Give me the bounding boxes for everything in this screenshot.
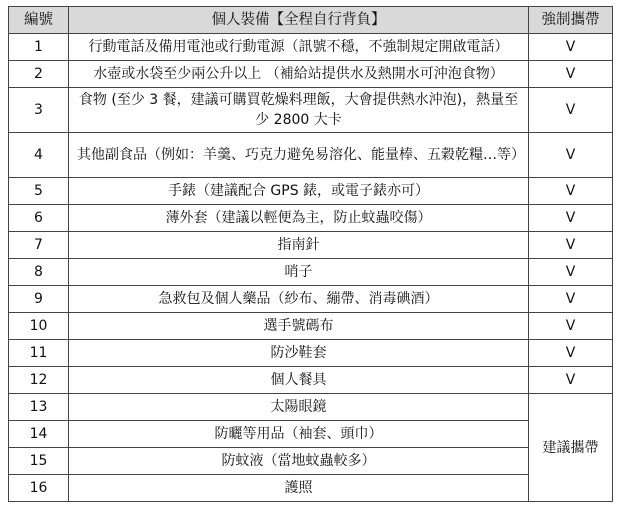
- table-row: [9, 133, 613, 178]
- row-required-mark: V: [529, 178, 613, 205]
- row-item: 防沙鞋套: [69, 340, 529, 367]
- table-row: [9, 475, 613, 502]
- row-number: 4: [9, 133, 69, 178]
- row-item: 個人餐具: [69, 367, 529, 394]
- table-header-row: [9, 7, 613, 34]
- row-number: 13: [9, 394, 69, 421]
- table-row: [9, 367, 613, 394]
- header-number: 編號: [9, 7, 69, 34]
- row-item: 水壺或水袋至少兩公升以上 （補給站提供水及熱開水可沖泡食物）: [69, 61, 529, 88]
- equipment-table: [8, 6, 613, 502]
- table-row: [9, 205, 613, 232]
- row-required-mark: V: [529, 313, 613, 340]
- table-row: [9, 232, 613, 259]
- row-required-mark: V: [529, 259, 613, 286]
- row-number: 14: [9, 421, 69, 448]
- table-row: [9, 34, 613, 61]
- row-number: 7: [9, 232, 69, 259]
- row-required-mark: V: [529, 205, 613, 232]
- table-row: [9, 88, 613, 133]
- row-number: 9: [9, 286, 69, 313]
- row-number: 11: [9, 340, 69, 367]
- header-item: 個人裝備【全程自行背負】: [69, 7, 529, 34]
- table-row: [9, 448, 613, 475]
- row-item: 薄外套（建議以輕便為主，防止蚊蟲咬傷）: [69, 205, 529, 232]
- table-row: [9, 340, 613, 367]
- header-required: 強制攜帶: [529, 7, 613, 34]
- row-required-mark: V: [529, 232, 613, 259]
- row-item: 護照: [69, 475, 529, 502]
- row-required-mark: V: [529, 340, 613, 367]
- table-row: [9, 61, 613, 88]
- table-row: [9, 259, 613, 286]
- row-item: 防曬等用品（袖套、頭巾）: [69, 421, 529, 448]
- table-row: [9, 421, 613, 448]
- table-row: [9, 313, 613, 340]
- row-required-mark: V: [529, 61, 613, 88]
- row-required-mark: V: [529, 34, 613, 61]
- recommended-label: 建議攜帶: [529, 394, 613, 502]
- row-number: 12: [9, 367, 69, 394]
- row-required-mark: V: [529, 367, 613, 394]
- row-number: 8: [9, 259, 69, 286]
- row-item: 防蚊液（當地蚊蟲較多）: [69, 448, 529, 475]
- row-item: 太陽眼鏡: [69, 394, 529, 421]
- table-row: [9, 286, 613, 313]
- row-item: 選手號碼布: [69, 313, 529, 340]
- row-number: 16: [9, 475, 69, 502]
- row-item: 手錶（建議配合 GPS 錶，或電子錶亦可）: [69, 178, 529, 205]
- row-number: 3: [9, 88, 69, 133]
- row-item: 指南針: [69, 232, 529, 259]
- row-item: 急救包及個人藥品（紗布、繃帶、消毒碘酒）: [69, 286, 529, 313]
- row-required-mark: V: [529, 133, 613, 178]
- row-number: 1: [9, 34, 69, 61]
- row-item: 行動電話及備用電池或行動電源（訊號不穩，不強制規定開啟電話）: [69, 34, 529, 61]
- row-item: 其他副食品（例如：羊羹、巧克力避免易溶化、能量棒、五穀乾糧…等）: [69, 133, 529, 178]
- row-number: 10: [9, 313, 69, 340]
- row-required-mark: V: [529, 286, 613, 313]
- row-item: 哨子: [69, 259, 529, 286]
- row-number: 5: [9, 178, 69, 205]
- row-item: 食物 (至少 3 餐，建議可購買乾燥料理飯，大會提供熱水沖泡)，熱量至少 2800 大卡: [69, 88, 529, 133]
- row-number: 15: [9, 448, 69, 475]
- row-required-mark: V: [529, 88, 613, 133]
- row-number: 6: [9, 205, 69, 232]
- table-row: [9, 394, 613, 421]
- row-number: 2: [9, 61, 69, 88]
- table-row: [9, 178, 613, 205]
